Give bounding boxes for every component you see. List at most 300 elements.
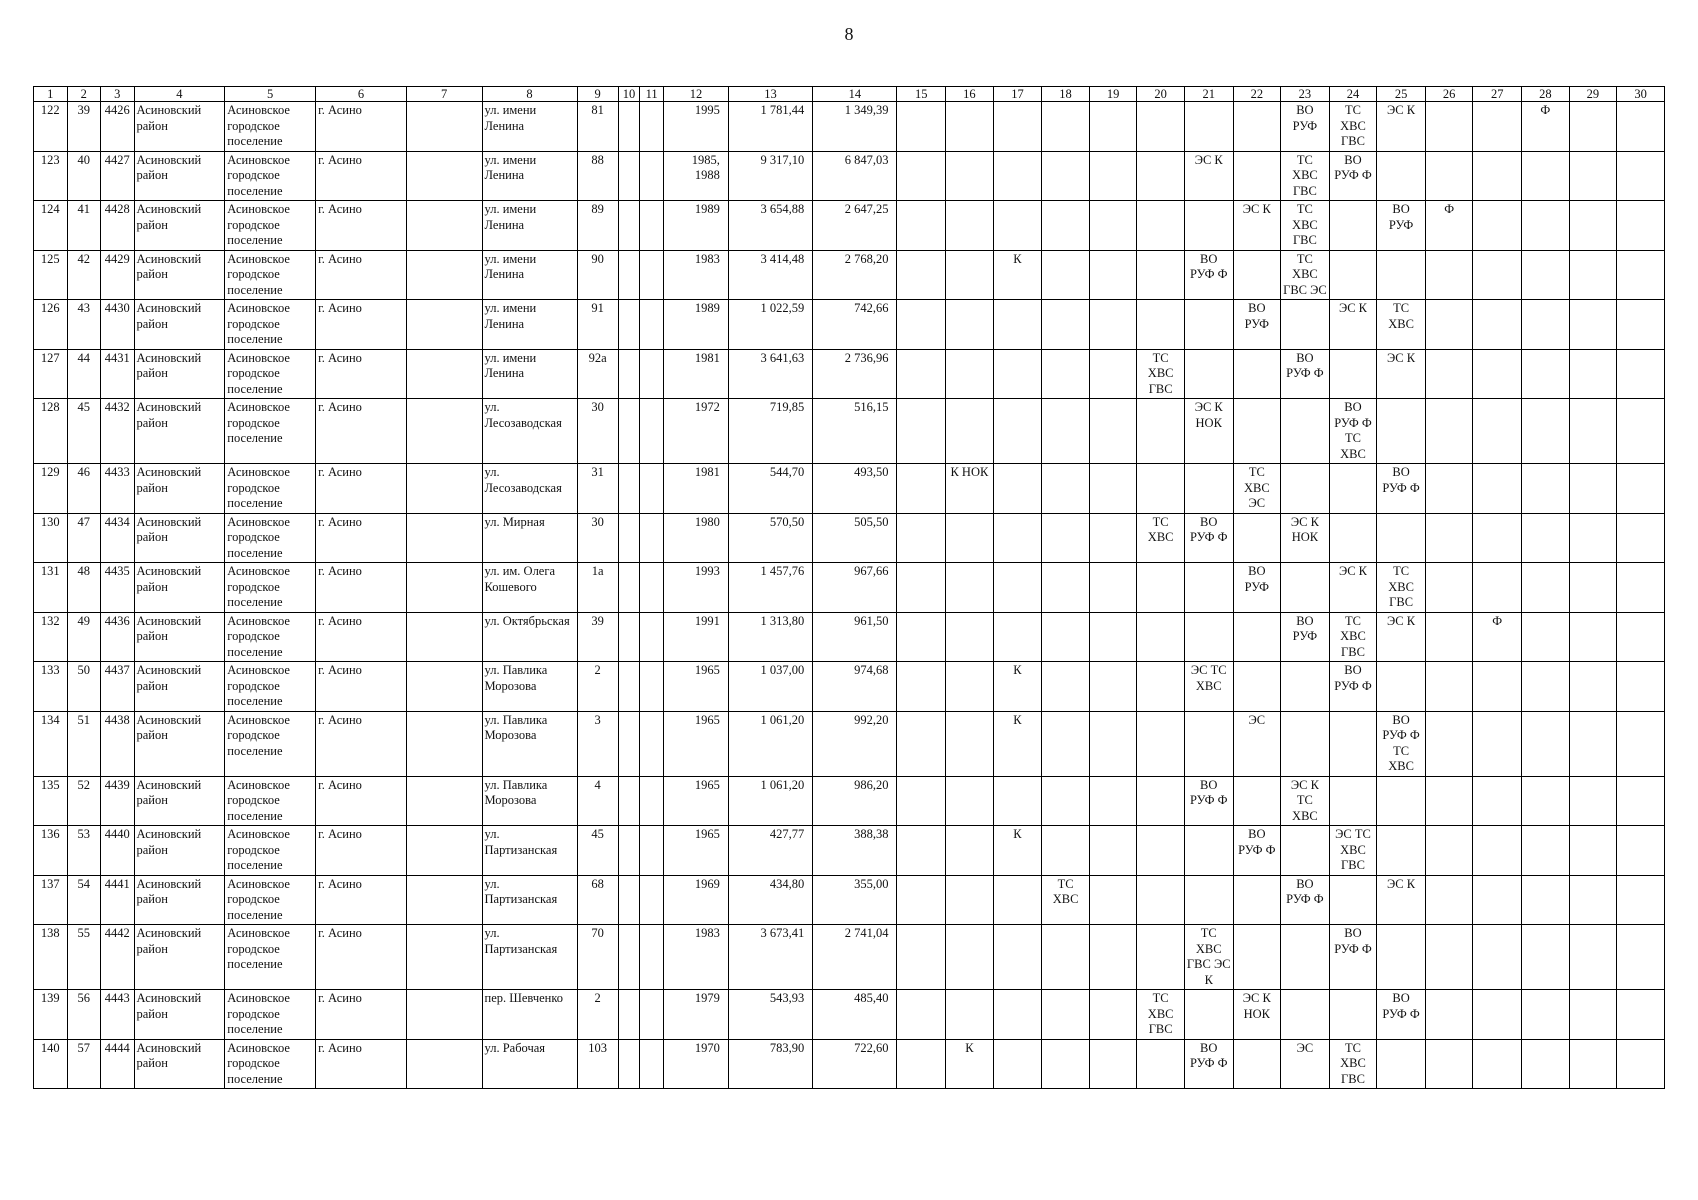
cell-col7 (406, 563, 482, 613)
cell-record-id: 4437 (101, 662, 135, 712)
cell-build-year: 1983 (664, 250, 729, 300)
cell-col-22 (1233, 349, 1281, 399)
cell-col-19 (1089, 300, 1137, 350)
cell-col-22: ВО РУФ (1233, 563, 1281, 613)
cell-col-16 (946, 102, 994, 152)
cell-col-25 (1377, 776, 1426, 826)
cell-col-30 (1617, 250, 1665, 300)
cell-col-29 (1569, 513, 1617, 563)
cell-total-area: 3 654,88 (728, 201, 812, 251)
cell-row-number: 135 (34, 776, 68, 826)
cell-col-30 (1617, 201, 1665, 251)
cell-col-15 (897, 300, 946, 350)
cell-total-area: 783,90 (728, 1039, 812, 1089)
cell-col-29 (1569, 399, 1617, 464)
table-row (34, 776, 1665, 826)
cell-col-19 (1089, 662, 1137, 712)
cell-col10 (618, 201, 640, 251)
cell-col-20: ТС ХВС (1137, 513, 1185, 563)
cell-total-area: 434,80 (728, 875, 812, 925)
cell-col10 (618, 990, 640, 1040)
cell-living-area: 961,50 (813, 612, 897, 662)
cell-col10 (618, 776, 640, 826)
cell-total-area: 427,77 (728, 826, 812, 876)
cell-settlement: Асиновское городское поселение (225, 201, 316, 251)
cell-sub-number: 51 (67, 711, 101, 776)
cell-street: ул. имени Ленина (482, 102, 577, 152)
cell-col11 (640, 300, 664, 350)
cell-settlement: Асиновское городское поселение (225, 662, 316, 712)
column-header-25: 25 (1377, 87, 1426, 102)
cell-col11 (640, 776, 664, 826)
cell-living-area: 2 647,25 (813, 201, 897, 251)
cell-col-22: ЭС К НОК (1233, 990, 1281, 1040)
cell-col-25 (1377, 925, 1426, 990)
cell-col-28 (1522, 990, 1570, 1040)
column-header-24: 24 (1329, 87, 1377, 102)
cell-house-number: 45 (577, 826, 618, 876)
cell-col-23: ЭС (1281, 1039, 1330, 1089)
cell-living-area: 6 847,03 (813, 151, 897, 201)
cell-col-27 (1473, 875, 1522, 925)
housing-register-table (33, 86, 1665, 1089)
cell-col-24 (1329, 776, 1377, 826)
cell-col-18 (1042, 776, 1090, 826)
table-row (34, 875, 1665, 925)
cell-col-28: Ф (1522, 102, 1570, 152)
cell-col7 (406, 201, 482, 251)
cell-col7 (406, 464, 482, 514)
cell-settlement: Асиновское городское поселение (225, 990, 316, 1040)
cell-col-25 (1377, 513, 1426, 563)
cell-record-id: 4439 (101, 776, 135, 826)
cell-sub-number: 46 (67, 464, 101, 514)
cell-col-17: К (993, 662, 1042, 712)
table-row (34, 513, 1665, 563)
cell-col-22 (1233, 612, 1281, 662)
cell-col-17 (993, 612, 1042, 662)
cell-house-number: 103 (577, 1039, 618, 1089)
cell-col-22: ВО РУФ Ф (1233, 826, 1281, 876)
cell-col-16: К НОК (946, 464, 994, 514)
cell-house-number: 68 (577, 875, 618, 925)
cell-col-28 (1522, 711, 1570, 776)
cell-col-18 (1042, 711, 1090, 776)
cell-house-number: 3 (577, 711, 618, 776)
cell-col-29 (1569, 776, 1617, 826)
cell-col-21 (1184, 612, 1233, 662)
cell-col10 (618, 464, 640, 514)
cell-col-21 (1184, 563, 1233, 613)
cell-col-18 (1042, 201, 1090, 251)
cell-total-area: 543,93 (728, 990, 812, 1040)
cell-col7 (406, 151, 482, 201)
cell-col-24: ТС ХВС ГВС (1329, 102, 1377, 152)
cell-col-30 (1617, 711, 1665, 776)
cell-col-29 (1569, 875, 1617, 925)
cell-col-22 (1233, 776, 1281, 826)
cell-build-year: 1985, 1988 (664, 151, 729, 201)
cell-total-area: 9 317,10 (728, 151, 812, 201)
cell-col-21: ЭС К (1184, 151, 1233, 201)
column-header-23: 23 (1281, 87, 1330, 102)
cell-house-number: 39 (577, 612, 618, 662)
cell-street: ул. Октябрьская (482, 612, 577, 662)
cell-col-29 (1569, 612, 1617, 662)
cell-settlement: Асиновское городское поселение (225, 925, 316, 990)
cell-col-22 (1233, 102, 1281, 152)
cell-col-17 (993, 990, 1042, 1040)
cell-col-25 (1377, 1039, 1426, 1089)
cell-col-17 (993, 513, 1042, 563)
cell-col7 (406, 662, 482, 712)
cell-col-18 (1042, 399, 1090, 464)
cell-col-26 (1425, 102, 1473, 152)
cell-col11 (640, 826, 664, 876)
cell-town: г. Асино (316, 464, 407, 514)
column-header-1: 1 (34, 87, 68, 102)
cell-col-25 (1377, 151, 1426, 201)
cell-col-25: ВО РУФ Ф ТС ХВС (1377, 711, 1426, 776)
cell-col-29 (1569, 711, 1617, 776)
cell-sub-number: 53 (67, 826, 101, 876)
cell-col-16 (946, 662, 994, 712)
cell-settlement: Асиновское городское поселение (225, 563, 316, 613)
cell-record-id: 4435 (101, 563, 135, 613)
cell-col-18 (1042, 102, 1090, 152)
cell-col-21 (1184, 990, 1233, 1040)
cell-col-30 (1617, 300, 1665, 350)
cell-col-27 (1473, 151, 1522, 201)
cell-record-id: 4438 (101, 711, 135, 776)
cell-col11 (640, 102, 664, 152)
cell-col-20 (1137, 826, 1185, 876)
cell-col-23 (1281, 464, 1330, 514)
column-header-30: 30 (1617, 87, 1665, 102)
cell-col-23: ЭС К ТС ХВС (1281, 776, 1330, 826)
cell-col-29 (1569, 563, 1617, 613)
cell-col-17 (993, 102, 1042, 152)
column-header-10: 10 (618, 87, 640, 102)
cell-col-17 (993, 201, 1042, 251)
cell-col-18 (1042, 925, 1090, 990)
cell-col-24 (1329, 349, 1377, 399)
cell-house-number: 31 (577, 464, 618, 514)
cell-col-23 (1281, 711, 1330, 776)
cell-sub-number: 50 (67, 662, 101, 712)
cell-col-20 (1137, 776, 1185, 826)
cell-col-30 (1617, 151, 1665, 201)
cell-col-25: ВО РУФ (1377, 201, 1426, 251)
cell-town: г. Асино (316, 776, 407, 826)
cell-district: Асиновский район (134, 102, 225, 152)
table-row (34, 151, 1665, 201)
cell-district: Асиновский район (134, 563, 225, 613)
cell-district: Асиновский район (134, 300, 225, 350)
cell-col7 (406, 990, 482, 1040)
cell-total-area: 1 022,59 (728, 300, 812, 350)
cell-col-26 (1425, 711, 1473, 776)
cell-col-27 (1473, 464, 1522, 514)
cell-district: Асиновский район (134, 711, 225, 776)
cell-build-year: 1983 (664, 925, 729, 990)
cell-total-area: 570,50 (728, 513, 812, 563)
cell-col-26 (1425, 151, 1473, 201)
cell-col-22 (1233, 250, 1281, 300)
cell-col-26 (1425, 662, 1473, 712)
cell-town: г. Асино (316, 925, 407, 990)
cell-col-16 (946, 201, 994, 251)
cell-col-18 (1042, 826, 1090, 876)
cell-col7 (406, 776, 482, 826)
column-header-7: 7 (406, 87, 482, 102)
cell-col11 (640, 711, 664, 776)
cell-col-17 (993, 925, 1042, 990)
cell-col-17 (993, 300, 1042, 350)
cell-row-number: 134 (34, 711, 68, 776)
cell-town: г. Асино (316, 250, 407, 300)
cell-col-26 (1425, 1039, 1473, 1089)
cell-col7 (406, 349, 482, 399)
cell-living-area: 742,66 (813, 300, 897, 350)
cell-sub-number: 55 (67, 925, 101, 990)
cell-total-area: 1 457,76 (728, 563, 812, 613)
table-row (34, 563, 1665, 613)
cell-col-20 (1137, 925, 1185, 990)
column-header-9: 9 (577, 87, 618, 102)
cell-col-26 (1425, 300, 1473, 350)
cell-district: Асиновский район (134, 776, 225, 826)
cell-col-16 (946, 826, 994, 876)
cell-col-30 (1617, 513, 1665, 563)
cell-settlement: Асиновское городское поселение (225, 875, 316, 925)
cell-row-number: 127 (34, 349, 68, 399)
cell-col-24: ВО РУФ Ф (1329, 662, 1377, 712)
cell-col-24 (1329, 513, 1377, 563)
cell-col11 (640, 925, 664, 990)
cell-col-27 (1473, 776, 1522, 826)
column-header-11: 11 (640, 87, 664, 102)
cell-col-20: ТС ХВС ГВС (1137, 349, 1185, 399)
cell-house-number: 2 (577, 662, 618, 712)
cell-col-28 (1522, 826, 1570, 876)
cell-col-17 (993, 875, 1042, 925)
cell-col-27 (1473, 300, 1522, 350)
column-header-26: 26 (1425, 87, 1473, 102)
cell-total-area: 3 673,41 (728, 925, 812, 990)
cell-district: Асиновский район (134, 464, 225, 514)
cell-sub-number: 39 (67, 102, 101, 152)
cell-settlement: Асиновское городское поселение (225, 513, 316, 563)
cell-street: ул. имени Ленина (482, 300, 577, 350)
cell-col-27 (1473, 925, 1522, 990)
cell-col-17 (993, 1039, 1042, 1089)
column-header-20: 20 (1137, 87, 1185, 102)
cell-col-15 (897, 925, 946, 990)
cell-col-26 (1425, 612, 1473, 662)
cell-living-area: 722,60 (813, 1039, 897, 1089)
header-row (34, 87, 1665, 102)
cell-col10 (618, 925, 640, 990)
cell-sub-number: 41 (67, 201, 101, 251)
cell-col-25 (1377, 399, 1426, 464)
cell-col-17 (993, 399, 1042, 464)
cell-col-15 (897, 662, 946, 712)
column-header-12: 12 (664, 87, 729, 102)
cell-col-23: ЭС К НОК (1281, 513, 1330, 563)
cell-col-19 (1089, 250, 1137, 300)
table-row (34, 102, 1665, 152)
cell-district: Асиновский район (134, 513, 225, 563)
cell-town: г. Асино (316, 513, 407, 563)
cell-living-area: 493,50 (813, 464, 897, 514)
cell-settlement: Асиновское городское поселение (225, 464, 316, 514)
cell-col-20 (1137, 151, 1185, 201)
cell-record-id: 4426 (101, 102, 135, 152)
cell-col-30 (1617, 662, 1665, 712)
cell-col-30 (1617, 1039, 1665, 1089)
cell-house-number: 90 (577, 250, 618, 300)
table-row (34, 826, 1665, 876)
cell-house-number: 88 (577, 151, 618, 201)
cell-col7 (406, 399, 482, 464)
cell-col7 (406, 250, 482, 300)
cell-record-id: 4432 (101, 399, 135, 464)
cell-sub-number: 56 (67, 990, 101, 1040)
cell-living-area: 967,66 (813, 563, 897, 613)
cell-col-25 (1377, 662, 1426, 712)
cell-sub-number: 45 (67, 399, 101, 464)
cell-col-20 (1137, 300, 1185, 350)
cell-row-number: 123 (34, 151, 68, 201)
cell-col-25: ВО РУФ Ф (1377, 990, 1426, 1040)
cell-col-15 (897, 250, 946, 300)
cell-total-area: 1 781,44 (728, 102, 812, 152)
cell-col-16 (946, 563, 994, 613)
cell-living-area: 986,20 (813, 776, 897, 826)
cell-col-21: ТС ХВС ГВС ЭС К (1184, 925, 1233, 990)
cell-col-29 (1569, 201, 1617, 251)
column-header-13: 13 (728, 87, 812, 102)
column-header-6: 6 (316, 87, 407, 102)
cell-col-21: ВО РУФ Ф (1184, 250, 1233, 300)
cell-col-15 (897, 563, 946, 613)
cell-district: Асиновский район (134, 826, 225, 876)
cell-col-20 (1137, 875, 1185, 925)
cell-town: г. Асино (316, 875, 407, 925)
cell-record-id: 4436 (101, 612, 135, 662)
cell-col-16 (946, 875, 994, 925)
cell-col-21 (1184, 349, 1233, 399)
column-header-15: 15 (897, 87, 946, 102)
cell-col-22: ВО РУФ (1233, 300, 1281, 350)
cell-record-id: 4434 (101, 513, 135, 563)
cell-col-18 (1042, 563, 1090, 613)
cell-build-year: 1995 (664, 102, 729, 152)
cell-col-27 (1473, 711, 1522, 776)
cell-total-area: 1 061,20 (728, 711, 812, 776)
cell-col-16 (946, 399, 994, 464)
cell-build-year: 1981 (664, 464, 729, 514)
cell-col-27 (1473, 349, 1522, 399)
cell-col-17 (993, 151, 1042, 201)
cell-col-19 (1089, 612, 1137, 662)
cell-col-19 (1089, 1039, 1137, 1089)
cell-settlement: Асиновское городское поселение (225, 102, 316, 152)
cell-col7 (406, 711, 482, 776)
cell-col-26 (1425, 990, 1473, 1040)
cell-row-number: 133 (34, 662, 68, 712)
cell-col10 (618, 1039, 640, 1089)
cell-col11 (640, 1039, 664, 1089)
cell-col-27 (1473, 662, 1522, 712)
cell-living-area: 516,15 (813, 399, 897, 464)
cell-col-27 (1473, 250, 1522, 300)
cell-col-22 (1233, 399, 1281, 464)
cell-col-24 (1329, 990, 1377, 1040)
cell-build-year: 1980 (664, 513, 729, 563)
cell-street: ул. имени Ленина (482, 349, 577, 399)
cell-col-17 (993, 349, 1042, 399)
cell-col10 (618, 300, 640, 350)
cell-col-15 (897, 990, 946, 1040)
cell-col-29 (1569, 826, 1617, 876)
cell-house-number: 2 (577, 990, 618, 1040)
cell-street: пер. Шевченко (482, 990, 577, 1040)
cell-living-area: 2 768,20 (813, 250, 897, 300)
cell-col-22: ТС ХВС ЭС (1233, 464, 1281, 514)
cell-col-19 (1089, 925, 1137, 990)
cell-record-id: 4443 (101, 990, 135, 1040)
cell-col-20 (1137, 612, 1185, 662)
cell-col10 (618, 875, 640, 925)
cell-row-number: 128 (34, 399, 68, 464)
cell-col-20 (1137, 711, 1185, 776)
cell-col-21 (1184, 875, 1233, 925)
cell-col-21: ЭС К НОК (1184, 399, 1233, 464)
cell-district: Асиновский район (134, 201, 225, 251)
cell-col-16 (946, 151, 994, 201)
cell-col-15 (897, 349, 946, 399)
cell-street: ул. Мирная (482, 513, 577, 563)
column-header-3: 3 (101, 87, 135, 102)
cell-house-number: 70 (577, 925, 618, 990)
cell-col-27 (1473, 513, 1522, 563)
cell-col10 (618, 513, 640, 563)
cell-col-27 (1473, 201, 1522, 251)
cell-col-29 (1569, 925, 1617, 990)
table-row (34, 925, 1665, 990)
cell-col-26 (1425, 826, 1473, 876)
cell-sub-number: 52 (67, 776, 101, 826)
column-header-28: 28 (1522, 87, 1570, 102)
cell-col-17: К (993, 250, 1042, 300)
page-number: 8 (844, 24, 854, 44)
cell-col-19 (1089, 711, 1137, 776)
cell-house-number: 30 (577, 399, 618, 464)
cell-town: г. Асино (316, 990, 407, 1040)
cell-col-16 (946, 349, 994, 399)
cell-col-28 (1522, 563, 1570, 613)
cell-col-16 (946, 513, 994, 563)
cell-district: Асиновский район (134, 990, 225, 1040)
cell-settlement: Асиновское городское поселение (225, 151, 316, 201)
cell-col-28 (1522, 925, 1570, 990)
cell-col-29 (1569, 300, 1617, 350)
cell-col-19 (1089, 563, 1137, 613)
cell-col-23 (1281, 826, 1330, 876)
column-header-21: 21 (1184, 87, 1233, 102)
